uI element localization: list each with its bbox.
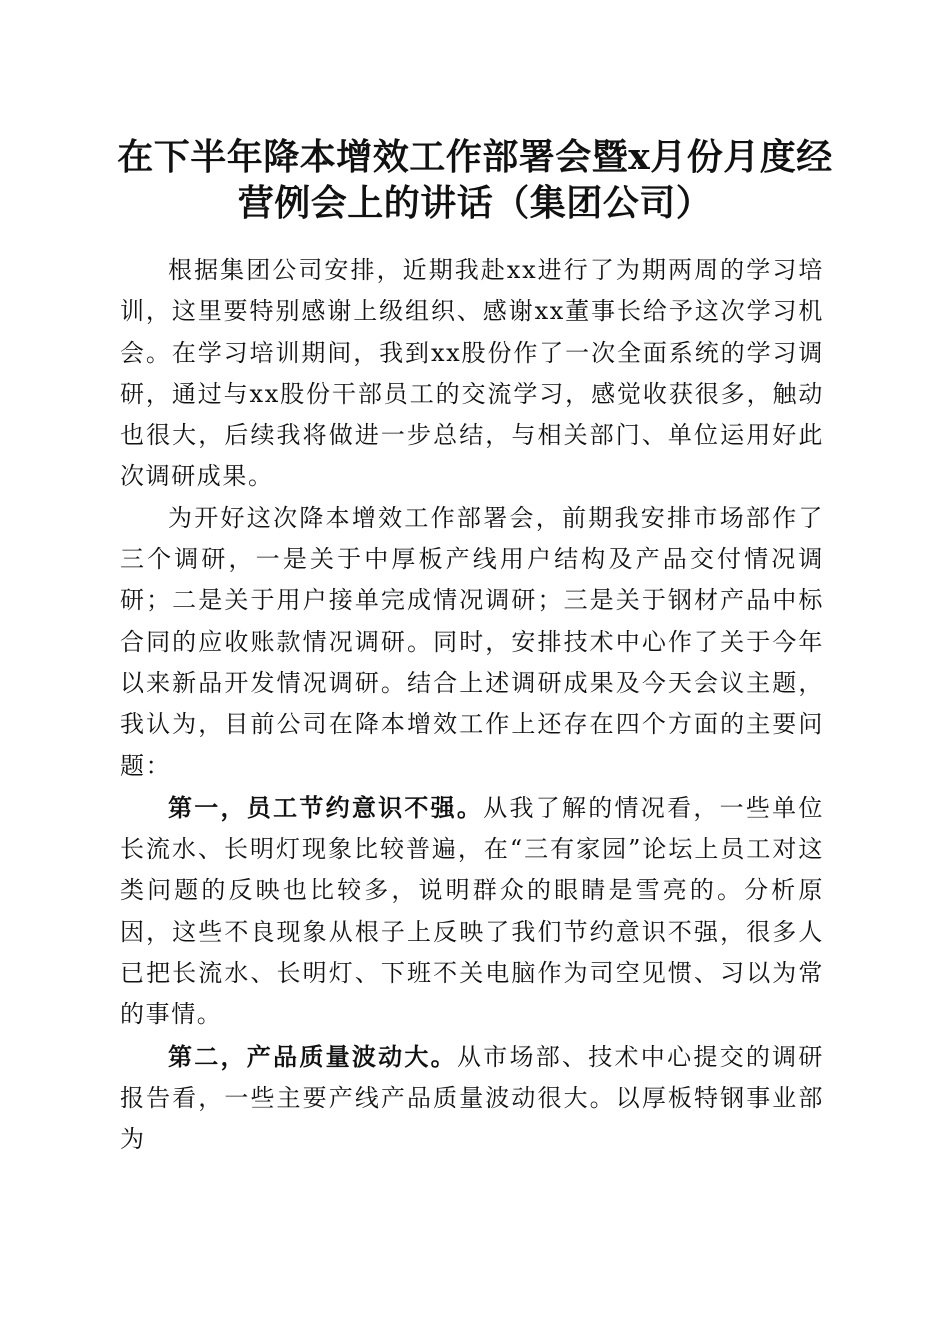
document-body bbox=[120, 250, 824, 1161]
title-line-1: 在下半年降本增效工作部署会暨x月份月度经 bbox=[117, 136, 833, 178]
title-line-2: 营例会上的讲话（集团公司） bbox=[237, 182, 713, 224]
paragraph-3-text: 从我了解的情况看，一些单位长流水、长明灯现象比较普遍，在“三有家园”论坛上员工对这类问题的反映也比较多，说明群众的眼睛是雪亮的。分析原因，这些不良现象从根子上反映了我们节约意识不强，很多人已把长流水、长明灯、下班不关电脑作为司空见惯、习以为常的事情。 bbox=[120, 793, 824, 1029]
paragraph-1-text: 根据集团公司安排，近期我赴xx进行了为期两周的学习培训，这里要特别感谢上级组织、感谢xx董事长给予这次学习机会。在学习培训期间，我到xx股份作了一次全面系统的学习调研，通过与xx股份干部员工的交流学习，感觉收获很多，触动也很大，后续我将做进一步总结，与相关部门、单位运用好此次调研成果。 bbox=[120, 256, 824, 491]
paragraph-4-lead: 第二，产品质量波动大。 bbox=[168, 1041, 457, 1071]
document-title bbox=[100, 134, 850, 226]
paragraph-4-text: 从市场部、技术中心提交的调研报告看，一些主要产线产品质量波动很大。以厚板特钢事业部为 bbox=[120, 1042, 824, 1154]
paragraph-3 bbox=[120, 787, 824, 1036]
paragraph-3-lead: 第一，员工节约意识不强。 bbox=[168, 792, 484, 822]
paragraph-2-text: 为开好这次降本增效工作部署会，前期我安排市场部作了三个调研，一是关于中厚板产线用户结构及产品交付情况调研；二是关于用户接单完成情况调研；三是关于钢材产品中标合同的应收账款情况调研。同时，安排技术中心作了关于今年以来新品开发情况调研。结合上述调研成果及今天会议主题，我认为，目前公司在降本增效工作上还存在四个方面的主要问题： bbox=[120, 503, 824, 780]
paragraph-2 bbox=[120, 498, 824, 787]
paragraph-4 bbox=[120, 1036, 824, 1161]
paragraph-1 bbox=[120, 250, 824, 498]
